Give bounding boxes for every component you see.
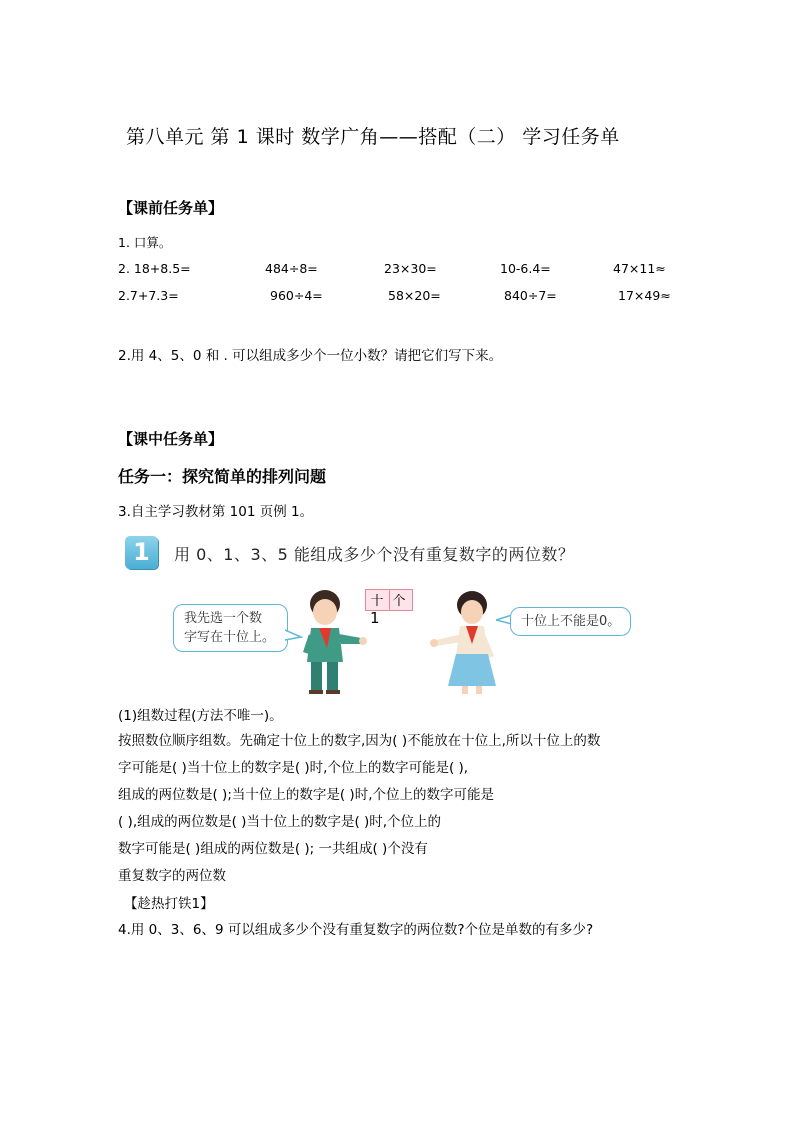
question-3: 3.自主学习教材第 101 页例 1。 <box>118 504 314 520</box>
place-value-chart <box>365 589 413 611</box>
calc-item: 23×30= <box>384 261 437 276</box>
question-4: 4.用 0、3、6、9 可以组成多少个没有重复数字的两位数?个位是单数的有多少? <box>118 922 594 938</box>
boy-speech-line-1: 我先选一个数 <box>184 611 263 626</box>
example-number-badge: 1 <box>125 536 158 569</box>
calc-item: 484÷8= <box>265 261 318 276</box>
calc-item: 2. 18+8.5= <box>118 261 191 276</box>
fill-blank-line: 重复数字的两位数 <box>118 868 226 884</box>
fill-blank-line: 组成的两位数是( );当十位上的数字是( )时,个位上的数字可能是 <box>118 787 494 803</box>
fill-blank-line: 数字可能是( )组成的两位数是( ); 一共组成( )个没有 <box>118 841 428 857</box>
practice-heading: 【趁热打铁1】 <box>124 896 214 912</box>
calc-item: 58×20= <box>388 288 441 303</box>
question-1-label: 1. 口算。 <box>118 235 172 250</box>
tens-label: 十 <box>370 594 384 609</box>
calc-item: 2.7+7.3= <box>118 288 179 303</box>
page-title: 第八单元 第 1 课时 数学广角——搭配（二） 学习任务单 <box>126 126 620 148</box>
calc-item: 47×11≈ <box>613 261 666 276</box>
girl-speech-bubble: 十位上不能是0。 <box>510 607 631 636</box>
calc-item: 17×49≈ <box>618 288 671 303</box>
girl-illustration <box>426 590 504 695</box>
calc-item: 10-6.4= <box>500 261 551 276</box>
boy-speech-bubble <box>173 604 288 652</box>
sub-question-1: (1)组数过程(方法不唯一)。 <box>118 708 283 724</box>
boy-illustration <box>295 590 367 695</box>
question-2: 2.用 4、5、0 和 . 可以组成多少个一位小数？请把它们写下来。 <box>118 348 503 364</box>
calc-item: 840÷7= <box>504 288 557 303</box>
calc-item: 960÷4= <box>270 288 323 303</box>
fill-blank-line: 按照数位顺序组数。先确定十位上的数字,因为( )不能放在十位上,所以十位上的数 <box>118 733 601 749</box>
tens-digit: 1 <box>370 609 380 627</box>
fill-blank-line: 字可能是( )当十位上的数字是( )时,个位上的数字可能是( ), <box>118 760 469 776</box>
pre-class-heading: 【课前任务单】 <box>118 199 224 217</box>
ones-label: 个 <box>392 594 406 609</box>
in-class-heading: 【课中任务单】 <box>118 430 224 448</box>
boy-speech-line-2: 字写在十位上。 <box>184 630 276 645</box>
example-question: 用 0、1、3、5 能组成多少个没有重复数字的两位数？ <box>174 545 575 564</box>
fill-blank-line: ( ),组成的两位数是( )当十位上的数字是( )时,个位上的 <box>118 814 442 830</box>
task-1-heading: 任务一：探究简单的排列问题 <box>118 467 327 486</box>
